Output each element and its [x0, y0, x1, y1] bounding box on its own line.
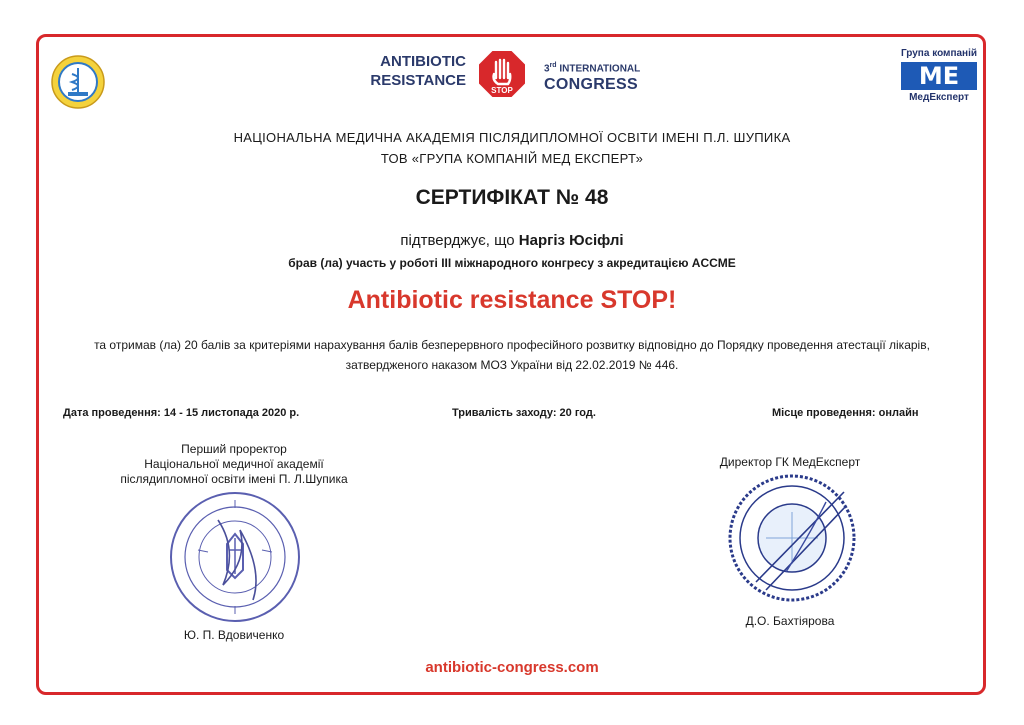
stop-sign-text: STOP	[491, 86, 513, 95]
congress-word: CONGRESS	[544, 76, 638, 94]
participation-line: брав (ла) участь у роботі III міжнародного конгресу з акредитацією ACCME	[288, 256, 736, 270]
congress-intl: INTERNATIONAL	[559, 63, 641, 75]
left-signatory-name: Ю. П. Вдовиченко	[183, 628, 285, 642]
left-signatory-title	[108, 442, 360, 487]
confirms-prefix: підтверджує, що	[400, 232, 519, 249]
right-seal-stamp	[726, 472, 858, 604]
left-title-line2: Національної медичної академії	[144, 457, 324, 471]
right-signatory-title: Директор ГК МедЕксперт	[719, 455, 861, 469]
left-title-line1: Перший проректор	[181, 442, 287, 456]
academy-logo	[50, 54, 106, 110]
event-name: Antibiotic resistance STOP!	[347, 286, 677, 314]
congress-ordinal-suffix: rd	[549, 62, 557, 69]
certificate-title: СЕРТИФІКАТ № 48	[415, 186, 609, 209]
left-title-line3: післядипломної освіти імені П. Л.Шупика	[120, 472, 348, 486]
event-duration: Тривалість заходу: 20 год.	[452, 407, 596, 419]
description-line1: та отримав (ла) 20 балів за критеріями нарахування балів безперервного професійного розвитку відповідно до Порядку проведення атестації лікарів,	[94, 338, 930, 352]
congress-line1: ANTIBIOTIC	[380, 53, 466, 70]
footer-website[interactable]: antibiotic-congress.com	[425, 659, 599, 676]
event-location: Місце проведення: онлайн	[772, 407, 919, 419]
org-line2: ТОВ «ГРУПА КОМПАНІЙ МЕД ЕКСПЕРТ»	[380, 151, 644, 166]
company-label-top: Група компаній	[900, 48, 978, 59]
left-seal-stamp	[168, 490, 302, 624]
congress-line2: RESISTANCE	[370, 72, 466, 89]
org-line1: НАЦІОНАЛЬНА МЕДИЧНА АКАДЕМІЯ ПІСЛЯДИПЛОМНОЇ ОСВІТИ ІМЕНІ П.Л. ШУПИКА	[233, 130, 791, 145]
stop-sign-icon	[476, 48, 528, 100]
event-dates: Дата проведення: 14 - 15 листопада 2020 р.	[63, 407, 300, 419]
medexpert-logo	[898, 48, 980, 104]
congress-ordinal: 3	[544, 63, 550, 75]
confirms-line	[0, 232, 1024, 249]
company-label-bottom: МедЕксперт	[909, 92, 969, 103]
right-signatory-name: Д.О. Бахтіярова	[745, 614, 835, 628]
congress-logo	[362, 48, 662, 106]
recipient-name: Наргіз Юсіфлі	[518, 232, 624, 249]
company-logo-mark: МЕ	[901, 62, 977, 90]
description-line2: затвердженого наказом МОЗ України від 22.02.2019 № 446.	[345, 358, 679, 372]
